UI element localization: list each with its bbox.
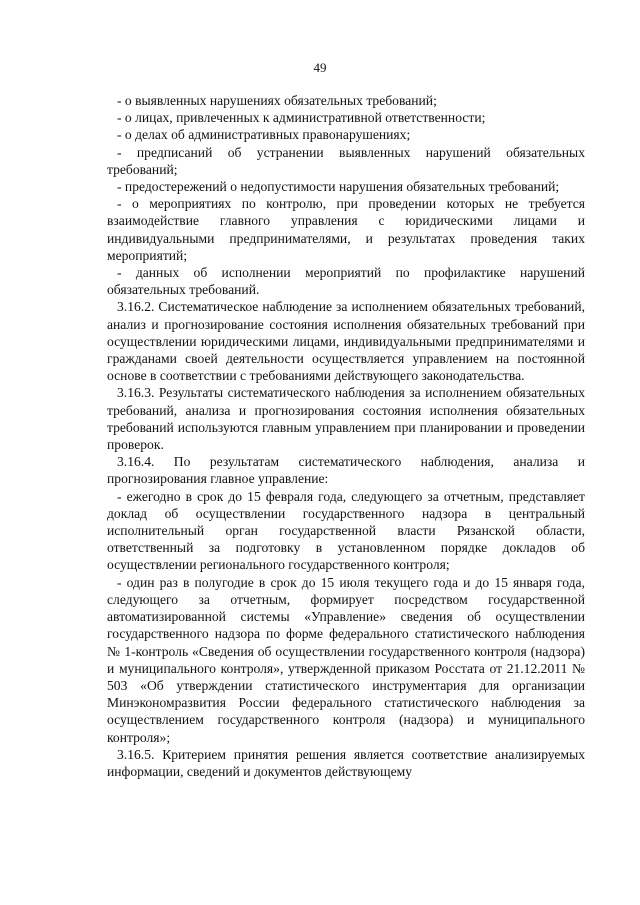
list-item-orders: - предписаний об устранении выявленных нарушений обязательных требований; xyxy=(107,144,585,177)
list-item-prevention-data: - данных об исполнении мероприятий по профилактике нарушений обязательных требований. xyxy=(107,265,585,298)
list-item-warnings: - предостережений о недопустимости нарушения обязательных требований; xyxy=(117,179,560,195)
paragraph-3-16-2: 3.16.2. Систематическое наблюдение за исполнением обязательных требований, анализ и прогнозирование состояния исполнения обязательных требований при осуществлении юридическими лицами, индивидуальными предпринимателями и гражданами своей деятельности осуществляется управлением на постоянной основе в соответствии с требованиями действующего законодательства. xyxy=(107,299,585,384)
paragraph-3-16-5: 3.16.5. Критерием принятия решения является соответствие анализируемых информации, сведений и документов действующему xyxy=(107,746,585,779)
document-body xyxy=(107,92,585,780)
list-item-violations: - о выявленных нарушениях обязательных требований; xyxy=(117,93,437,108)
list-item-annual-report: - ежегодно в срок до 15 февраля года, следующего за отчетным, представляет доклад об осуществлении государственного надзора в центральный исполнительный орган государственной власти Рязанской области, ответственный за подготовку в установленном порядке докладов об осуществлении регионального государственного контроля; xyxy=(107,488,585,573)
paragraph-3-16-3: 3.16.3. Результаты систематического наблюдения за исполнением обязательных требований, анализа и прогнозирования состояния исполнения обязательных требований используются главным управлением при планировании и проведении проверок. xyxy=(107,385,585,453)
list-item-persons-liable: - о лицах, привлеченных к административной ответственности; xyxy=(117,110,486,126)
paragraph-3-16-4: 3.16.4. По результатам систематического наблюдения, анализа и прогнозирования главное управление: xyxy=(107,454,585,487)
page-number: 49 xyxy=(313,60,327,75)
list-item-admin-cases: - о делах об административных правонарушениях; xyxy=(117,127,411,143)
list-item-control-measures: - о мероприятиях по контролю, при проведении которых не требуется взаимодействие главного управления с юридическими лицами и индивидуальными предпринимателями, и результатах проведения таких мероприятий; xyxy=(107,196,585,263)
list-item-semiannual-report: - один раз в полугодие в срок до 15 июля текущего года и до 15 января года, следующего за отчетным, формирует посредством государственной автоматизированной системы «Управление» сведения об осуществлении государственного надзора по форме федерального статистического наблюдения № 1-контроль «Сведения об осуществлении государственного контроля (надзора) и муниципального контроля», утвержденной приказом Росстата от 21.12.2011 № 503 «Об утверждении статистического инструментария для организации Минэкономразвития России федерального статистического наблюдения за осуществлением государственного контроля (надзора) и муниципального контроля»; xyxy=(107,574,585,745)
